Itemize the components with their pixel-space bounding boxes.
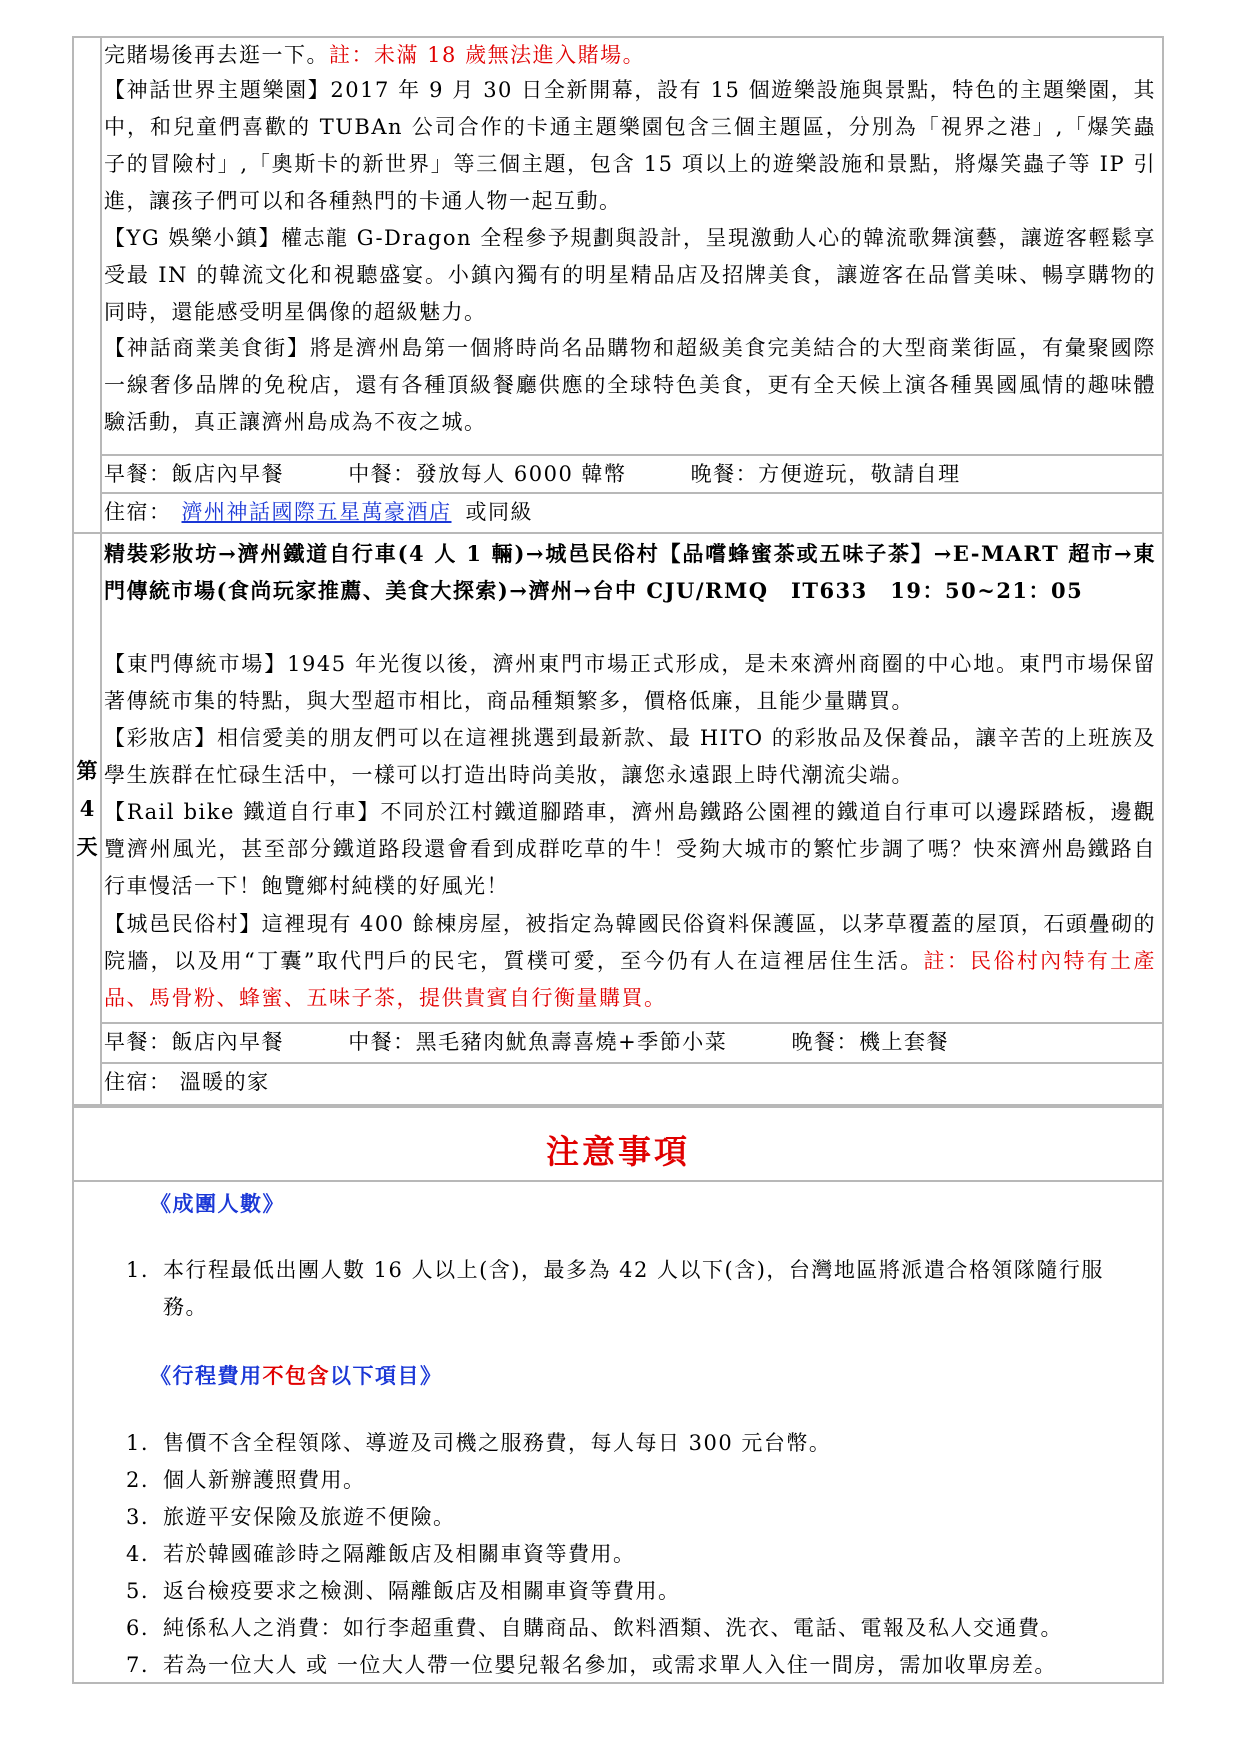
group-size-list [104,1252,1144,1326]
day-column [72,36,102,1106]
day3-hotel [104,494,589,530]
list-text: 純係私人之消費：如行李超重費、自購商品、飲料酒類、洗衣、電話、電報及私人交通費。 [163,1616,1063,1640]
list-item [104,1462,1144,1499]
list-number: 3. [125,1505,149,1529]
list-number: 7. [125,1653,149,1677]
folk-village-text: 【城邑民俗村】這裡現有 400 餘棟房屋，被指定為韓國民俗資料保護區，以茅草覆蓋的屋頂，石頭疊砌的院牆，以及用“丁囊”取代門戶的民宅，質樸可愛，至今仍有人在這裡居住生活。 [104,912,1156,973]
day3-breakfast: 早餐：飯店內早餐 [104,462,284,486]
list-text: 若為一位大人 或 一位大人帶一位嬰兒報名參加，或需求單人入住一間房，需加收單房差。 [163,1653,1057,1677]
day-divider [72,532,1164,534]
list-item [104,1252,1144,1326]
day3-paragraph-theme-park: 【神話世界主題樂園】2017 年 9 月 30 日全新開幕，設有 15 個遊樂設施與景點，特色的主題樂園，其中，和兒童們喜歡的 TUBAn 公司合作的卡通主題樂園包含三個主題區，分別為「視界之港」,「爆笑蟲子的冒險村」,「奧斯卡的新世界」等三個主題，包含 15 項以上的遊樂設施和景點，將爆笑蟲子等 IP 引進，讓孩子們可以和各種熱門的卡通人物一起互動。 [104,78,1156,213]
excluded-fees-list [104,1425,1144,1684]
list-item [104,1499,1144,1536]
day3-meals [104,456,1017,492]
day4-dinner: 晚餐：機上套餐 [791,1030,949,1054]
day3-lunch: 中餐：發放每人 6000 韓幣 [348,462,627,486]
day3-intro [104,37,1156,74]
day4-label [72,752,102,866]
list-number: 2. [125,1468,149,1492]
list-number: 4. [125,1542,149,1566]
day4-breakfast: 早餐：飯店內早餐 [104,1030,284,1054]
casino-age-note: 註：未滿 18 歲無法進入賭場。 [329,43,646,67]
list-text: 本行程最低出團人數 16 人以上(含)，最多為 42 人以下(含)，台灣地區將派遣合格領隊隨行服務。 [163,1258,1104,1319]
day4-paragraph-cosmetics: 【彩妝店】相信愛美的朋友們可以在這裡挑選到最新款、最 HITO 的彩妝品及保養品，讓辛苦的上班族及學生族群在忙碌生活中，一樣可以打造出時尚美妝，讓您永遠跟上時代潮流尖端。 [104,726,1156,787]
day3-hotel-suffix: 或同級 [465,500,533,524]
day3-paragraph-yg-town: 【YG 娛樂小鎮】權志龍 G-Dragon 全程參予規劃與設計，呈現激動人心的韓流歌舞演藝，讓遊客輕鬆享受最 IN 的韓流文化和視聽盛宴。小鎮內獨有的明星精品店及招牌美食，讓遊客在品嘗美味、暢享購物的同時，還能感受明星偶像的超級魅力。 [104,226,1156,324]
list-text: 若於韓國確診時之隔離飯店及相關車資等費用。 [163,1542,636,1566]
day3-paragraph-food-street: 【神話商業美食街】將是濟州島第一個將時尚名品購物和超級美食完美結合的大型商業街區，有彙聚國際一線奢侈品牌的免稅店，還有各種頂級餐廳供應的全球特色美食，更有全天候上演各種異國風情的趣味體驗活動，真正讓濟州島成為不夜之城。 [104,336,1156,434]
list-number: 6. [125,1616,149,1640]
notice-divider [72,1180,1164,1182]
day4-label-char: 天 [76,834,98,859]
list-item [104,1425,1144,1462]
list-item [104,1647,1144,1684]
day4-route: 精裝彩妝坊→濟州鐵道自行車(4 人 1 輛)→城邑民俗村【品嚐蜂蜜茶或五味子茶】→E-MART 超市→東門傳統市場(食尚玩家推薦、美食大探索)→濟州→台中 CJU/RMQ IT633 19：50~21：05 [104,541,1156,603]
list-text: 個人新辦護照費用。 [163,1468,366,1492]
hotel-link[interactable]: 濟州神話國際五星萬豪酒店 [181,500,452,524]
list-number: 1. [125,1258,149,1282]
day3-dinner: 晚餐：方便遊玩，敬請自理 [690,462,961,486]
day4-paragraph-market: 【東門傳統市場】1945 年光復以後，濟州東門市場正式形成，是未來濟州商圈的中心地。東門市場保留著傳統市集的特點，與大型超市相比，商品種類繁多，價格低廉，且能少量購買。 [104,652,1156,713]
day3-hotel-label: 住宿： [104,500,172,524]
list-number: 1. [125,1431,149,1455]
list-item [104,1610,1144,1647]
list-text: 旅遊平安保險及旅遊不便險。 [163,1505,456,1529]
heading-emphasis: 不包含 [262,1363,330,1388]
heading-part: 《行程費用 [150,1363,263,1388]
list-text: 返台檢疫要求之檢測、隔離飯店及相關車資等費用。 [163,1579,681,1603]
list-item [104,1573,1144,1610]
notice-title: 注意事項 [546,1132,690,1171]
group-size-heading: 《成團人數》 [150,1191,285,1216]
list-text: 售價不含全程領隊、導遊及司機之服務費，每人每日 300 元台幣。 [163,1431,832,1455]
list-item [104,1536,1144,1573]
day3-intro-text: 完賭場後再去逛一下。 [104,43,329,67]
day4-paragraph-folk-village [104,906,1156,1017]
excluded-fees-heading [150,1360,443,1390]
day4-label-num: 4 [79,796,95,821]
heading-part: 以下項目》 [330,1363,443,1388]
day4-hotel: 住宿： 溫暖的家 [104,1070,270,1094]
day4-lunch: 中餐：黑毛豬肉魷魚壽喜燒+季節小菜 [348,1030,728,1054]
day4-meals [104,1024,1005,1060]
day4-label-char: 第 [76,758,98,783]
list-number: 5. [125,1579,149,1603]
folk-village-note: 註：民俗村內特有土產品、馬骨粉、蜂蜜、五味子茶，提供貴賓自行衡量購買。 [104,949,1157,1010]
day4-paragraph-rail-bike: 【Rail bike 鐵道自行車】不同於江村鐵道腳踏車，濟州島鐵路公園裡的鐵道自行車可以邊踩踏板，邊觀覽濟州風光，甚至部分鐵道路段還會看到成群吃草的牛！受夠大城市的繁忙步調了嗎？快來濟州島鐵路自行車慢活一下！飽覽鄉村純樸的好風光！ [104,800,1156,898]
